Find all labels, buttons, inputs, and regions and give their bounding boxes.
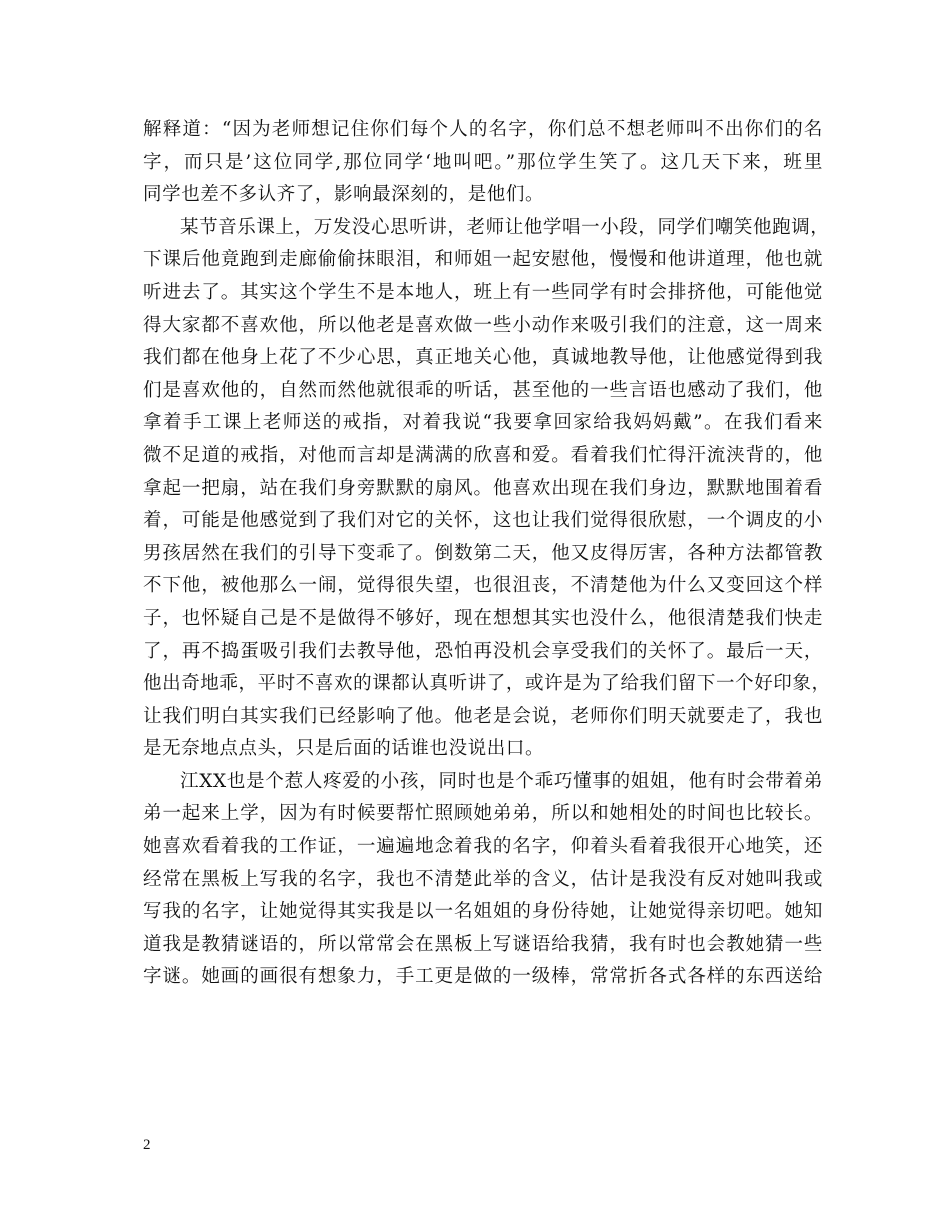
- document-body: [143, 114, 831, 994]
- text-line: 男孩居然在我们的引导下变乖了。倒数第二天，他又皮得厉害，各种方法都管教: [143, 542, 823, 564]
- text-line: 某节音乐课上，万发没心思听讲，老师让他学唱一小段，同学们嘲笑他跑调，: [180, 216, 830, 238]
- text-line: 是无奈地点点头，只是后面的话谁也没说出口。: [143, 738, 545, 760]
- text-line: 解释道：“因为老师想记住你们每个人的名字，你们总不想老师叫不出你们的名: [143, 119, 823, 140]
- text-line: 同学也差不多认齐了，影响最深刻的，是他们。: [143, 184, 545, 206]
- text-line: 让我们明白其实我们已经影响了他。他老是会说，老师你们明天就要走了，我也: [143, 705, 823, 727]
- paragraph: [143, 766, 823, 994]
- text-line: 拿着手工课上老师送的戒指，对着我说“我要拿回家给我妈妈戴”。在我们看来: [143, 412, 823, 434]
- text-line: 得大家都不喜欢他，所以他老是喜欢做一些小动作来吸引我们的注意，这一周来: [143, 314, 823, 336]
- text-line: 子，也怀疑自己是不是做得不够好，现在想想其实也没什么，他很清楚我们快走: [143, 607, 823, 629]
- text-line: 经常在黑板上写我的名字，我也不清楚此举的含义，估计是我没有反对她叫我或: [143, 868, 823, 890]
- text-line: 我们都在他身上花了不少心思，真正地关心他，真诚地教导他，让他感觉得到我: [143, 347, 823, 369]
- text-line: 弟一起来上学，因为有时候要帮忙照顾她弟弟，所以和她相处的时间也比较长。: [143, 803, 823, 825]
- text-line: 她喜欢看着我的工作证，一遍遍地念着我的名字，仰着头看着我很开心地笑，还: [143, 836, 823, 858]
- paragraph: [143, 114, 823, 212]
- text-line: 着，可能是他感觉到了我们对它的关怀，这也让我们觉得很欣慰，一个调皮的小: [143, 510, 823, 532]
- text-line: 下课后他竟跑到走廊偷偷抹眼泪，和师姐一起安慰他，慢慢和他讲道理，他也就: [143, 249, 823, 271]
- text-line: 拿起一把扇，站在我们身旁默默的扇风。他喜欢出现在我们身边，默默地围着看: [143, 477, 823, 499]
- text-line: 字，而只是’这位同学,那位同学‘地叫吧。”那位学生笑了。这几天下来，班里: [143, 151, 823, 173]
- text-line: 道我是教猜谜语的，所以常常会在黑板上写谜语给我猜，我有时也会教她猜一些: [143, 933, 823, 955]
- text-line: 听进去了。其实这个学生不是本地人，班上有一些同学有时会排挤他，可能他觉: [143, 281, 823, 303]
- text-line: 写我的名字，让她觉得其实我是以一名姐姐的身份待她，让她觉得亲切吧。她知: [143, 901, 823, 923]
- text-line: 微不足道的戒指，对他而言却是满满的欣喜和爱。看着我们忙得汗流浃背的，他: [143, 444, 823, 466]
- text-line: 他出奇地乖，平时不喜欢的课都认真听讲了，或许是为了给我们留下一个好印象，: [143, 673, 831, 695]
- text-line: 了，再不捣蛋吸引我们去教导他，恐怕再没机会享受我们的关怀了。最后一天，: [143, 640, 823, 662]
- text-line: 们是喜欢他的，自然而然他就很乖的听话，甚至他的一些言语也感动了我们，他: [143, 379, 823, 401]
- text-line: 字谜。她画的画很有想象力，手工更是做的一级棒，常常折各式各样的东西送给: [143, 966, 823, 988]
- paragraph: [143, 212, 831, 766]
- page-number: 2: [143, 1137, 151, 1153]
- text-line: 江XX也是个惹人疼爱的小孩，同时也是个乖巧懂事的姐姐，他有时会带着弟: [180, 770, 823, 792]
- text-line: 不下他，被他那么一闹，觉得很失望，也很沮丧，不清楚他为什么又变回这个样: [143, 575, 823, 597]
